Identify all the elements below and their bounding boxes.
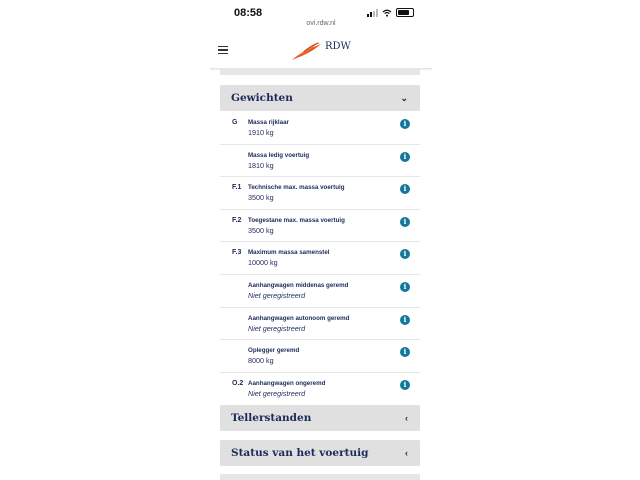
info-icon[interactable]: i <box>400 347 410 357</box>
section-title: Gewichten <box>231 92 293 104</box>
row-value: 1910 kg <box>248 128 274 137</box>
chevron-left-icon: ‹ <box>405 448 408 458</box>
weights-list <box>220 112 420 404</box>
list-item <box>220 210 420 243</box>
row-label: Massa ledig voertuig <box>248 151 310 159</box>
row-value: 10000 kg <box>248 258 278 268</box>
status-icons <box>367 8 414 17</box>
list-item <box>220 308 420 341</box>
row-code: O.2 <box>232 379 244 387</box>
section-title: Status van het voertuig <box>231 447 369 459</box>
row-value: 8000 kg <box>248 356 274 366</box>
info-icon[interactable]: i <box>400 249 410 259</box>
row-value: Niet geregistreerd <box>248 290 306 300</box>
row-code: F.3 <box>232 249 242 257</box>
row-value: 3500 kg <box>248 193 274 203</box>
row-value: 1810 kg <box>248 160 274 170</box>
row-code: G <box>232 119 238 126</box>
info-icon[interactable]: i <box>400 184 410 194</box>
row-label: Oplegger geremd <box>248 347 300 355</box>
section-weights-header[interactable] <box>220 85 420 111</box>
row-label: Massa rijklaar <box>248 119 289 126</box>
section-status-header[interactable] <box>220 440 420 466</box>
status-bar <box>210 0 432 22</box>
info-icon[interactable]: i <box>400 315 410 325</box>
row-label: Technische max. massa voertuig <box>248 184 345 192</box>
list-item <box>220 373 420 405</box>
row-label: Aanhangwagen ongeremd <box>248 379 326 387</box>
list-item <box>220 177 420 210</box>
list-item <box>220 275 420 308</box>
chevron-left-icon: ‹ <box>405 413 408 423</box>
section-title: Tellerstanden <box>231 412 312 424</box>
url-bar[interactable]: ovi.rdw.nl <box>306 20 336 27</box>
info-icon[interactable]: i <box>400 380 410 390</box>
row-label: Aanhangwagen autonoom geremd <box>248 314 350 322</box>
wifi-icon <box>382 9 392 17</box>
row-code: F.2 <box>232 216 242 224</box>
row-label: Maximum massa samenstel <box>248 249 330 257</box>
chevron-down-icon: ⌄ <box>400 93 408 103</box>
list-item <box>220 340 420 373</box>
status-time: 08:58 <box>234 7 263 19</box>
next-section-edge <box>220 474 420 480</box>
logo-text: RDW <box>325 41 351 52</box>
info-icon[interactable]: i <box>400 152 410 162</box>
list-item <box>220 145 420 178</box>
info-icon[interactable]: i <box>400 119 410 129</box>
list-item <box>220 112 420 145</box>
row-value: Niet geregistreerd <box>248 323 306 333</box>
list-item <box>220 242 420 275</box>
info-icon[interactable]: i <box>400 282 410 292</box>
rdw-logo[interactable] <box>290 41 324 61</box>
info-icon[interactable]: i <box>400 217 410 227</box>
row-code: F.1 <box>232 184 242 192</box>
phone-screen <box>210 0 432 480</box>
hamburger-menu-icon[interactable] <box>218 46 228 54</box>
signal-icon <box>367 9 378 17</box>
section-odometer-header[interactable] <box>220 405 420 431</box>
row-label: Toegestane max. massa voertuig <box>248 216 345 224</box>
row-value: 3500 kg <box>248 225 274 235</box>
row-value: Niet geregistreerd <box>248 388 306 398</box>
battery-icon <box>396 8 414 17</box>
row-label: Aanhangwagen middenas geremd <box>248 281 349 289</box>
previous-section-edge <box>220 68 420 75</box>
site-header <box>210 34 432 69</box>
